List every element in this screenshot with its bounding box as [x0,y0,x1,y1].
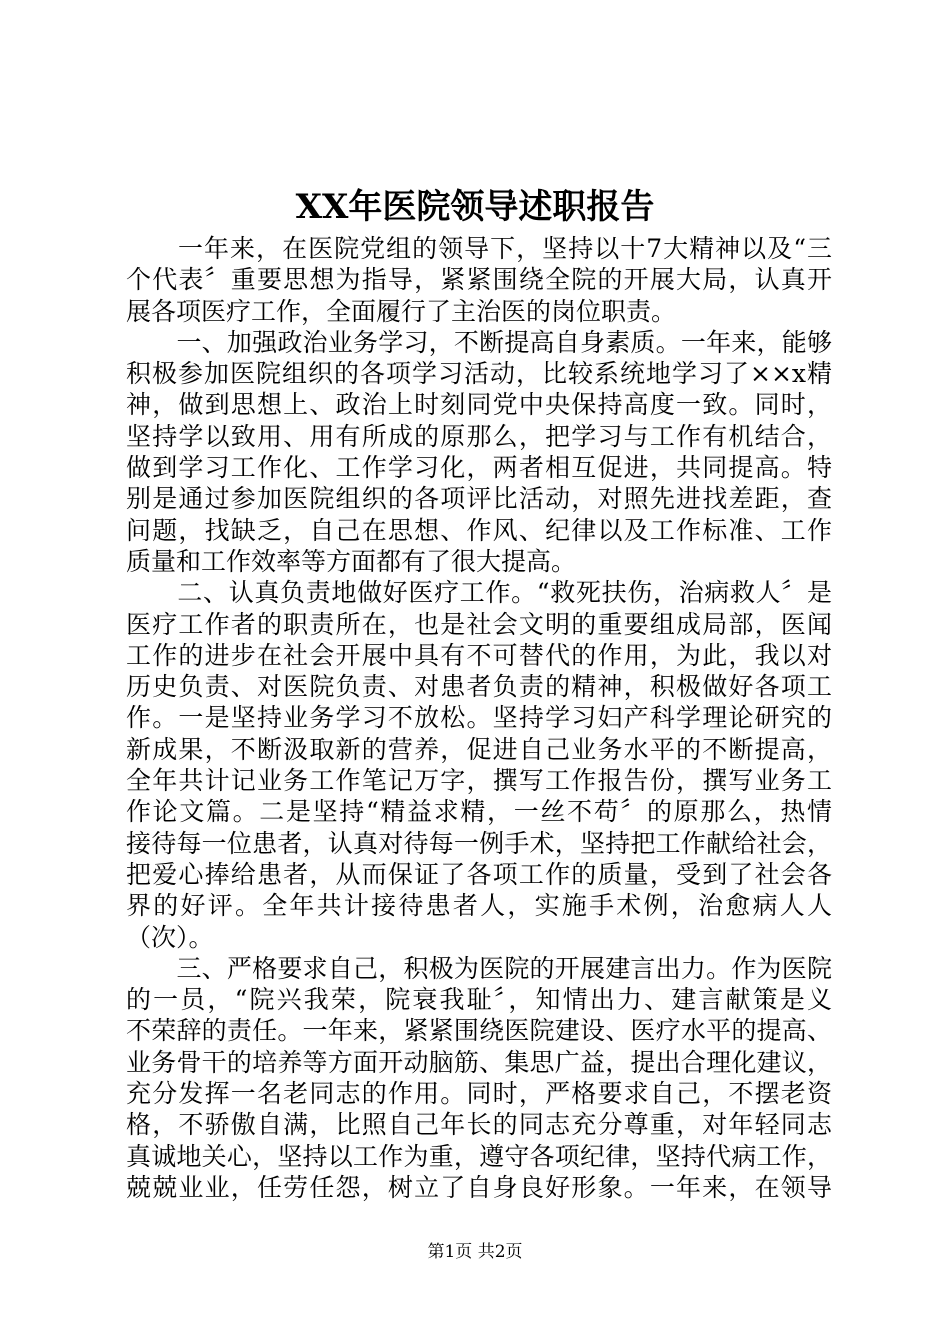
body-line: 格，不骄傲自满，比照自己年长的同志充分尊重，对年轻同志 [126,1110,832,1140]
body-line: 全年共计记业务工作笔记万字，撰写工作报告份，撰写业务工 [126,766,832,796]
body-line: 界的好评。全年共计接待患者人，实施手术例，治愈病人人 [126,891,832,921]
body-line: 坚持学以致用、用有所成的原那么，把学习与工作有机结合， [126,421,832,451]
body-line: 历史负责、对医院负责、对患者负责的精神，积极做好各项工 [126,672,832,702]
body-line: 的一员，“院兴我荣，院衰我耻〞，知情出力、建言献策是义 [126,985,832,1015]
body-line: 接待每一位患者，认真对待每一例手术，坚持把工作献给社会， [126,828,832,858]
body-line: 充分发挥一名老同志的作用。同时，严格要求自己，不摆老资 [126,1079,832,1109]
document-title: XX年医院领导述职报告 [295,187,655,227]
body-line: 一年来，在医院党组的领导下，坚持以十7大精神以及“三 [126,234,832,263]
body-line: （次）。 [126,922,214,952]
body-line: 作。一是坚持业务学习不放松。坚持学习妇产科学理论研究的 [126,703,832,733]
body-line: 质量和工作效率等方面都有了很大提高。 [126,546,577,576]
body-line: 积极参加医院组织的各项学习活动，比较系统地学习了××x精 [126,359,832,389]
body-line: 一、加强政治业务学习，不断提高自身素质。一年来，能够 [126,327,832,357]
body-line: 工作的进步在社会开展中具有不可替代的作用，为此，我以对 [126,640,832,670]
body-line: 作论文篇。二是坚持“精益求精，一丝不苟〞的原那么，热情 [126,797,832,827]
body-line: 三、严格要求自己，积极为医院的开展建言出力。作为医院 [126,953,832,983]
body-line: 展各项医疗工作，全面履行了主治医的岗位职责。 [126,296,677,326]
body-line: 做到学习工作化、工作学习化，两者相互促进，共同提高。特 [126,453,832,483]
body-line: 别是通过参加医院组织的各项评比活动，对照先进找差距，查 [126,484,832,514]
body-line: 新成果，不断汲取新的营养，促进自己业务水平的不断提高， [126,734,832,764]
document-body [126,233,832,1203]
body-line: 业务骨干的培养等方面开动脑筋、集思广益，提出合理化建议， [126,1047,832,1077]
body-line: 医疗工作者的职责所在，也是社会文明的重要组成局部，医闻 [126,609,832,639]
body-line: 问题，找缺乏，自己在思想、作风、纪律以及工作标准、工作 [126,515,832,545]
body-line: 个代表〞重要思想为指导，紧紧围绕全院的开展大局，认真开 [126,265,832,295]
body-line: 真诚地关心，坚持以工作为重，遵守各项纪律，坚持代病工作， [126,1141,832,1171]
body-line: 把爱心捧给患者，从而保证了各项工作的质量，受到了社会各 [126,859,832,889]
body-line: 神，做到思想上、政治上时刻同党中央保持高度一致。同时， [126,390,832,420]
page-number: 第1页 共2页 [427,1242,523,1262]
body-line: 二、认真负责地做好医疗工作。“救死扶伤，治病救人〞是 [126,578,832,608]
body-line: 兢兢业业，任劳任怨，树立了自身良好形象。一年来，在领导 [126,1172,832,1202]
body-line: 不荣辞的责任。一年来，紧紧围绕医院建设、医疗水平的提高、 [126,1016,832,1046]
